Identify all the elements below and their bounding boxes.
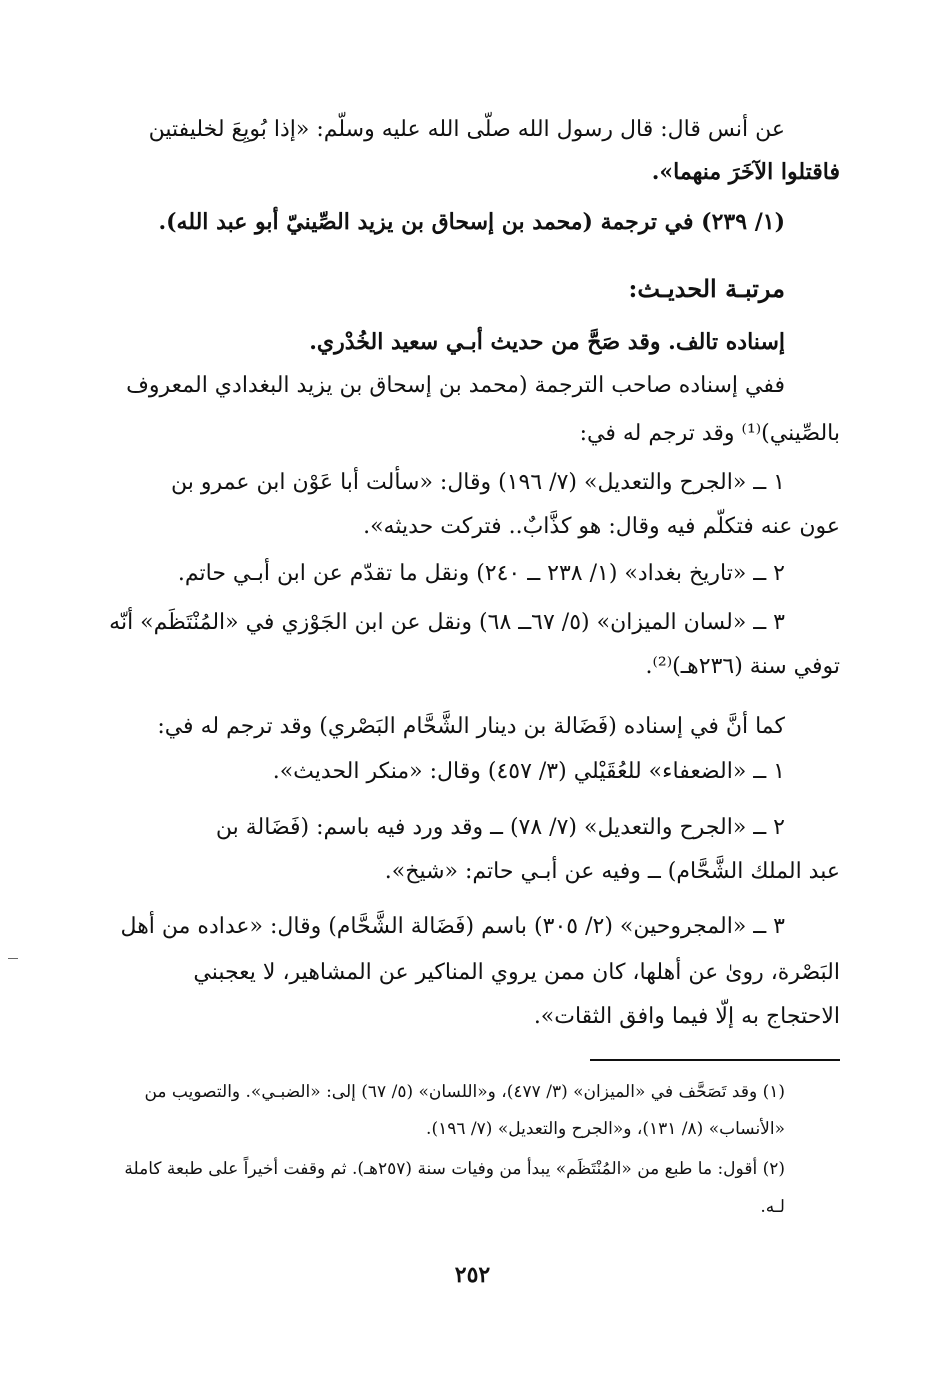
text-line: عن أنس قال: قال رسول الله صلّى الله عليه وسلّم: «إذا بُويِعَ لخليفتين [148, 117, 785, 142]
text-line: فاقتلوا الآخَرَ منهما». [651, 159, 840, 185]
section-heading: مرتبـة الحديـث: [628, 274, 785, 303]
text-line: (١/ ٢٣٩) في ترجمة (محمد بن إسحاق بن يزيد الصِّينيّ أبو عبد الله). [158, 209, 785, 235]
text-line: ١ ــ «الجرح والتعديل» (٧/ ١٩٦) وقال: «سألت أبا عَوْن ابن عمرو بن [171, 470, 785, 495]
footnote-line: لـه. [760, 1197, 785, 1217]
footnote-line: (١) وقد تَصَحَّف في «الميزان» (٣/ ٤٧٧)، و«اللسان» (٥/ ٦٧) إلى: «الضبـي». والتصويب من [144, 1082, 785, 1102]
text-line: عون عنه فتكلّم فيه وقال: هو كذَّابٌ.. فتركت حديثه». [363, 514, 840, 539]
text-line: ١ ــ «الضعفاء» للعُقَيْلي (٣/ ٤٥٧) وقال: «منكر الحديث». [272, 759, 785, 784]
text-line: ٢ ــ «الجرح والتعديل» (٧/ ٧٨) ــ وقد ورد فيه باسم: (فَضَالة بن [215, 815, 785, 840]
footnote-line: «الأنساب» (٨/ ١٣١)، و«الجرح والتعديل» (٧/ ١٩٦). [426, 1119, 785, 1139]
text-line: توفي سنة (٢٣٦هـ)⁽²⁾. [645, 654, 840, 679]
text-line: بالصِّيني)⁽¹⁾ وقد ترجم له في: [579, 421, 840, 446]
page-number: ٢٥٢ [454, 1262, 491, 1288]
text-line: الاحتجاج به إلّا فيما وافق الثقات». [533, 1004, 840, 1029]
footnote-separator [590, 1059, 840, 1061]
text-line: البَصْرة، روىٰ عن أهلها، كان ممن يروي المناكير عن المشاهير، لا يعجبني [193, 960, 840, 985]
text-line: ٣ ــ «المجروحين» (٢/ ٣٠٥) باسم (فَضَالة الشَّحَّام) وقال: «عداده من أهل [120, 914, 785, 939]
text-line: ٢ ــ «تاريخ بغداد» (١/ ٢٣٨ ــ ٢٤٠) ونقل ما تقدّم عن ابن أبـي حاتم. [177, 561, 785, 586]
footnote-line: (٢) أقول: ما طبع من «المُنْتَظَم» يبدأ من وفيات سنة (٢٥٧هـ). ثم وقفت أخيراً على طبعة كاملة [124, 1159, 785, 1179]
text-line: ففي إسناده صاحب الترجمة (محمد بن إسحاق بن يزيد البغدادي المعروف [126, 373, 785, 398]
text-line: عبد الملك الشَّحَّام) ــ وفيه عن أبـي حاتم: «شيخ». [384, 859, 840, 884]
text-line: إسناده تالف. وقد صَحَّ من حديث أبـي سعيد الخُدْري. [309, 329, 785, 355]
text-line: ٣ ــ «لسان الميزان» (٥/ ٦٧ــ ٦٨) ونقل عن ابن الجَوْزي في «المُنْتَظَم» أنّه [109, 610, 785, 635]
margin-mark [8, 958, 18, 959]
text-line: كما أنَّ في إسناده (فَضَالة بن دينار الشَّحَّام البَصْري) وقد ترجم له في: [157, 714, 785, 739]
